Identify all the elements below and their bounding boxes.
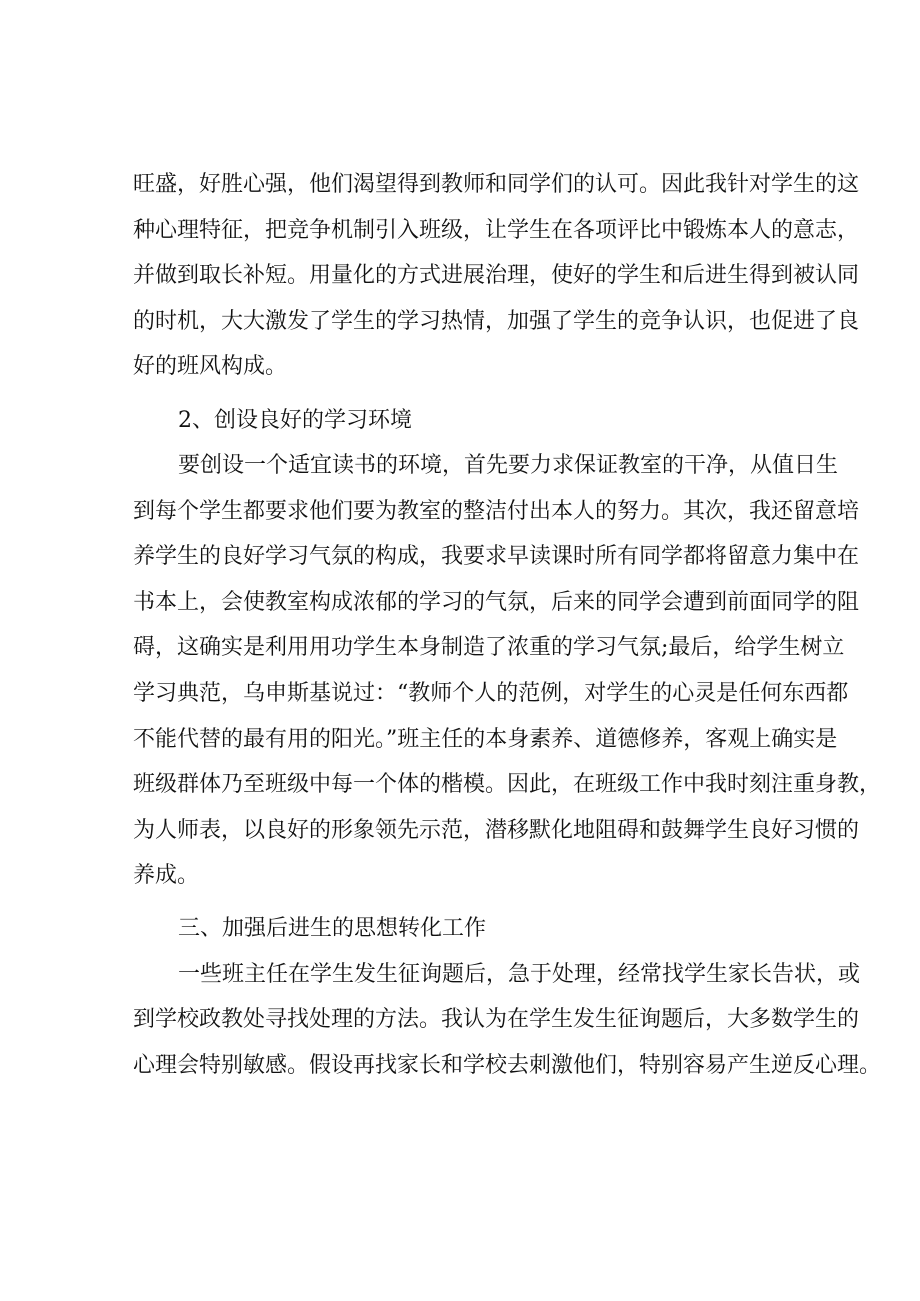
text-line: 心理会特别敏感。假设再找家长和学校去刺激他们，特别容易产生逆反心理。: [133, 1053, 882, 1078]
text-line: 班级群体乃至班级中每一个体的楷模。因此，在班级工作中我时刻注重身教，: [133, 772, 882, 797]
text-line: 养学生的良好学习气氛的构成，我要求早读课时所有同学都将留意力集中在: [133, 544, 860, 569]
text-line: 碍，这确实是利用用功学生本身制造了浓重的学习气氛;最后，给学生树立: [133, 635, 845, 660]
text-line: 不能代替的最有用的阳光。”班主任的本身素养、道德修养，客观上确实是: [133, 727, 838, 752]
text-line: 并做到取长补短。用量化的方式进展治理，使好的学生和后进生得到被认同: [133, 263, 860, 288]
text-line: 种心理特征，把竞争机制引入班级，让学生在各项评比中锻炼本人的意志，: [133, 218, 860, 243]
section-heading: 2、创设良好的学习环境: [178, 408, 412, 433]
section-heading: 三、加强后进生的思想转化工作: [178, 916, 487, 941]
text-line: 为人师表，以良好的形象领先示范，潜移默化地阻碍和鼓舞学生良好习惯的: [133, 818, 860, 843]
text-line: 要创设一个适宜读书的环境，首先要力求保证教室的干净，从值日生: [178, 453, 839, 478]
text-line: 到每个学生都要求他们要为教室的整洁付出本人的努力。其次，我还留意培: [133, 499, 860, 524]
text-line: 的时机，大大激发了学生的学习热情，加强了学生的竞争认识，也促进了良: [133, 309, 860, 334]
text-line: 旺盛，好胜心强，他们渴望得到教师和同学们的认可。因此我针对学生的这: [133, 172, 860, 197]
text-line: 一些班主任在学生发生征询题后，急于处理，经常找学生家长告状，或: [178, 962, 861, 987]
text-line: 到学校政教处寻找处理的方法。我认为在学生发生征询题后，大多数学生的: [133, 1007, 860, 1032]
text-line: 学习典范，乌申斯基说过：“教师个人的范例，对学生的心灵是任何东西都: [133, 681, 849, 706]
text-line: 好的班风构成。: [133, 354, 288, 379]
text-line: 书本上，会使教室构成浓郁的学习的气氛，后来的同学会遭到前面同学的阻: [133, 590, 860, 615]
text-line: 养成。: [133, 863, 200, 888]
